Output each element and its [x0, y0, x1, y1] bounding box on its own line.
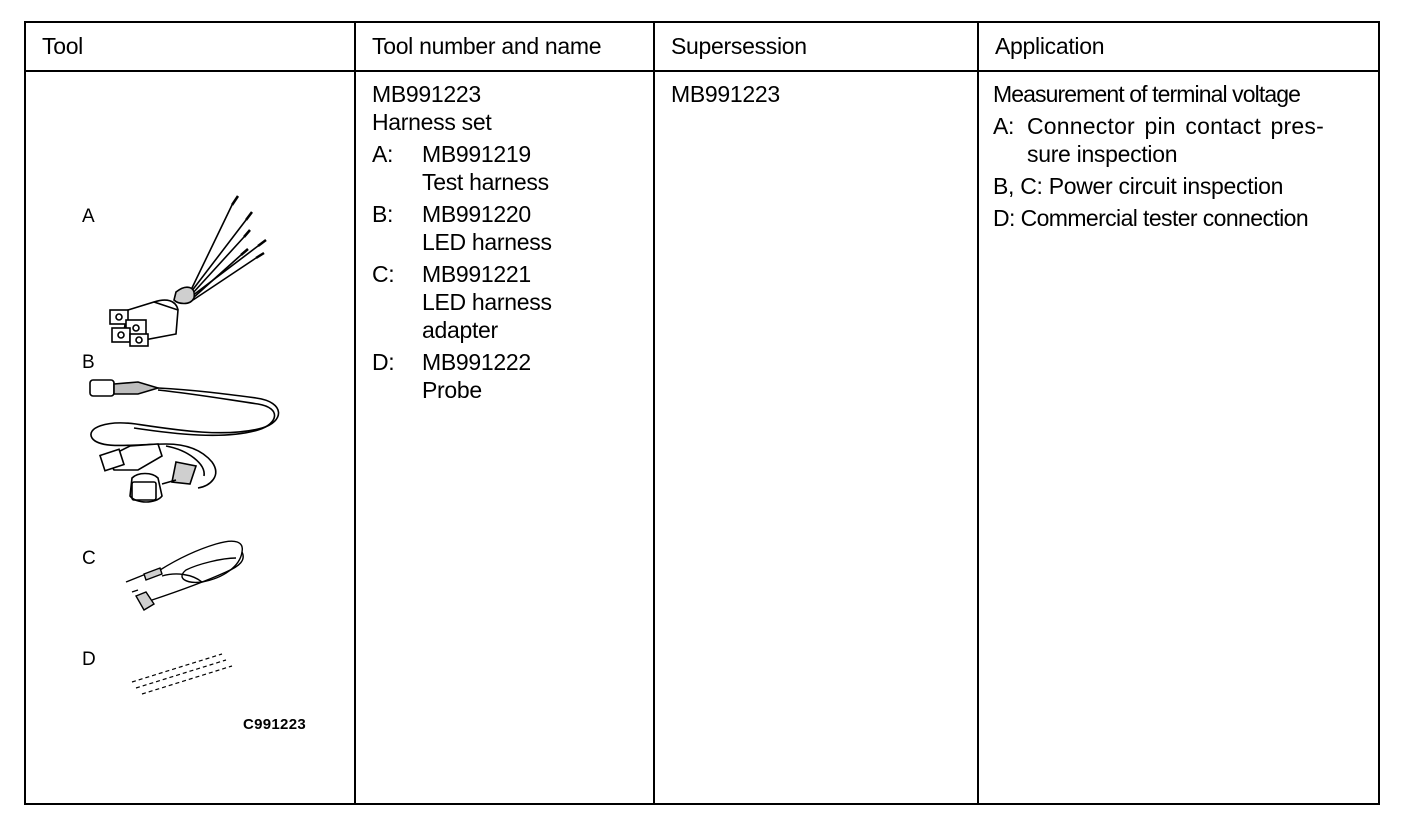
figure-code: C991223 — [243, 716, 306, 733]
probe-d-drawing — [132, 654, 232, 694]
item-key: C: — [372, 261, 395, 287]
tool-figure-cell — [26, 72, 356, 803]
tool-name: Harness set — [372, 109, 492, 135]
led-harness-b-drawing — [90, 380, 279, 502]
item-key: A: — [372, 141, 394, 167]
figure-label-c: C — [82, 548, 96, 569]
header-tool: Tool — [26, 23, 356, 72]
item-value — [422, 348, 653, 404]
item-name: Test harness — [422, 169, 549, 195]
header-tool-number-and-name: Tool number and name — [356, 23, 655, 72]
application-item-key: A: — [993, 113, 1015, 139]
figure-label-b: B — [82, 352, 95, 373]
supersession-value: MB991223 — [671, 81, 780, 107]
application-item-d — [993, 204, 1378, 232]
application-cell — [979, 72, 1378, 803]
header-supersession: Supersession — [655, 23, 979, 72]
application-item-text: Connector pin contact pres- — [1027, 113, 1324, 139]
application-item-text: D: Commercial tester connection — [993, 205, 1309, 231]
tool-number: MB991223 — [372, 81, 481, 107]
list-item — [372, 140, 653, 196]
application-item-value — [1027, 112, 1378, 168]
list-item — [372, 200, 653, 256]
list-item — [372, 260, 653, 344]
item-name: LED harness — [422, 289, 552, 315]
item-number: MB991221 — [422, 261, 531, 287]
item-name: LED harness — [422, 229, 552, 255]
header-application: Application — [979, 23, 1378, 72]
tool-number-and-name-cell — [356, 72, 655, 803]
application-item-text: B, C: Power circuit inspection — [993, 173, 1284, 199]
item-number: MB991222 — [422, 349, 531, 375]
figure-label-d: D — [82, 649, 96, 670]
application-title: Measurement of terminal voltage — [993, 81, 1301, 107]
list-item — [372, 348, 653, 404]
figure-label-a: A — [82, 206, 95, 227]
application-item-bc — [993, 172, 1378, 200]
supersession-cell — [655, 72, 979, 803]
item-number: MB991220 — [422, 201, 531, 227]
item-name: Probe — [422, 377, 482, 403]
item-value — [422, 260, 653, 344]
special-tool-table — [24, 21, 1380, 805]
harness-set-drawing — [26, 72, 354, 772]
led-harness-adapter-c-drawing — [126, 541, 243, 610]
item-key: D: — [372, 349, 395, 375]
item-number: MB991219 — [422, 141, 531, 167]
item-key: B: — [372, 201, 394, 227]
item-value — [422, 200, 653, 256]
application-item-a — [993, 112, 1378, 168]
item-value — [422, 140, 653, 196]
test-harness-a-drawing — [110, 196, 266, 346]
item-name-continued: adapter — [422, 317, 498, 343]
application-item-text-continued: sure inspection — [1027, 141, 1178, 167]
